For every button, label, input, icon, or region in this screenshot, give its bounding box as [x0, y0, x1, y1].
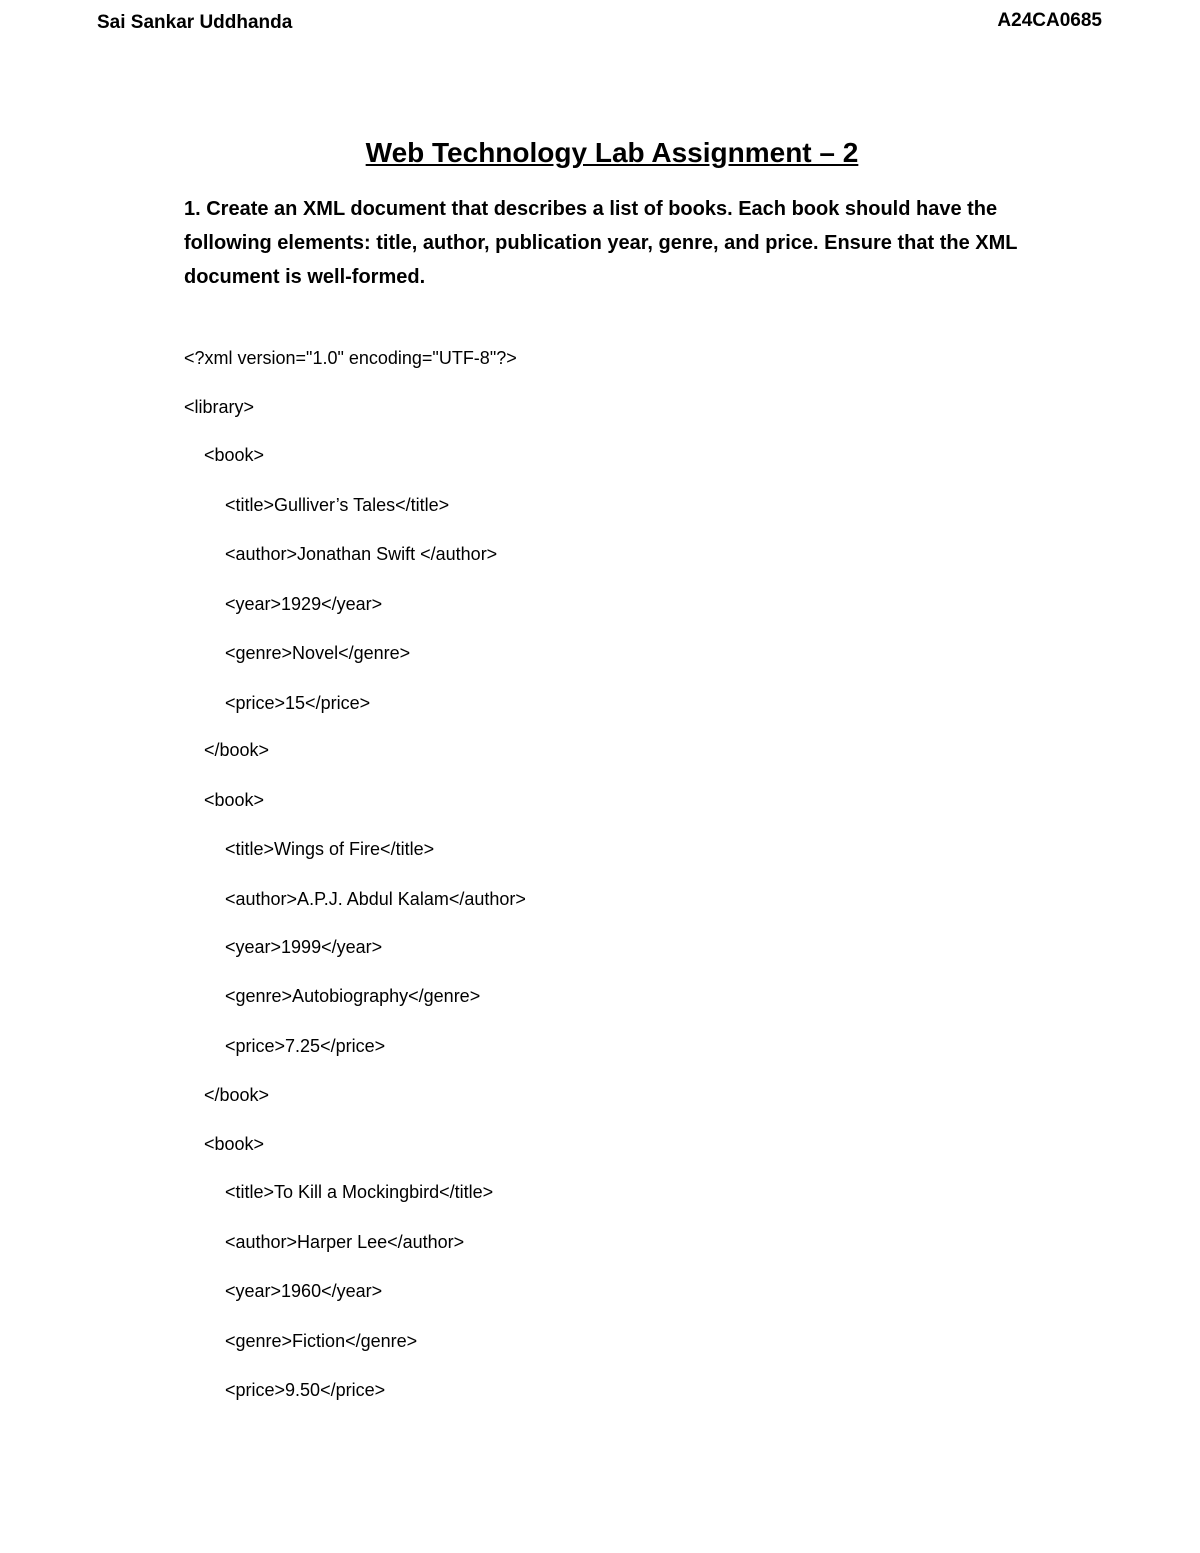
code-line: <year>1999</year>: [225, 937, 383, 957]
code-line: <year>1929</year>: [225, 594, 383, 614]
code-line: <?xml version="1.0" encoding="UTF-8"?>: [184, 348, 517, 368]
code-line: <library>: [184, 397, 255, 417]
code-line: <book>: [204, 790, 265, 810]
page-title: Web Technology Lab Assignment – 2: [365, 137, 859, 168]
question-text: 1. Create an XML document that describes a list of books. Each book should have the following elements: title, author, publication year, genre, and price. Ensure that the XML document is well-formed.: [184, 198, 1018, 288]
code-line: <author>Jonathan Swift </author>: [225, 544, 498, 564]
code-line: <genre>Fiction</genre>: [225, 1331, 418, 1351]
code-line: <genre>Autobiography</genre>: [225, 986, 481, 1006]
code-line: <title>To Kill a Mockingbird</title>: [225, 1182, 494, 1202]
code-line: <price>15</price>: [225, 693, 371, 713]
header-roll-number: A24CA0685: [997, 10, 1102, 31]
code-line: <price>9.50</price>: [225, 1380, 386, 1400]
code-line: <book>: [204, 1134, 265, 1154]
code-line: <author>Harper Lee</author>: [225, 1232, 465, 1252]
code-line: <title>Wings of Fire</title>: [225, 839, 435, 859]
code-line: </book>: [204, 740, 270, 760]
code-line: <genre>Novel</genre>: [225, 643, 411, 663]
code-line: <year>1960</year>: [225, 1281, 383, 1301]
code-line: </book>: [204, 1085, 270, 1105]
code-line: <title>Gulliver’s Tales</title>: [225, 495, 450, 515]
header-author-name: Sai Sankar Uddhanda: [97, 12, 293, 33]
code-line: <book>: [204, 445, 265, 465]
code-line: <author>A.P.J. Abdul Kalam</author>: [225, 889, 526, 909]
code-line: <price>7.25</price>: [225, 1036, 386, 1056]
